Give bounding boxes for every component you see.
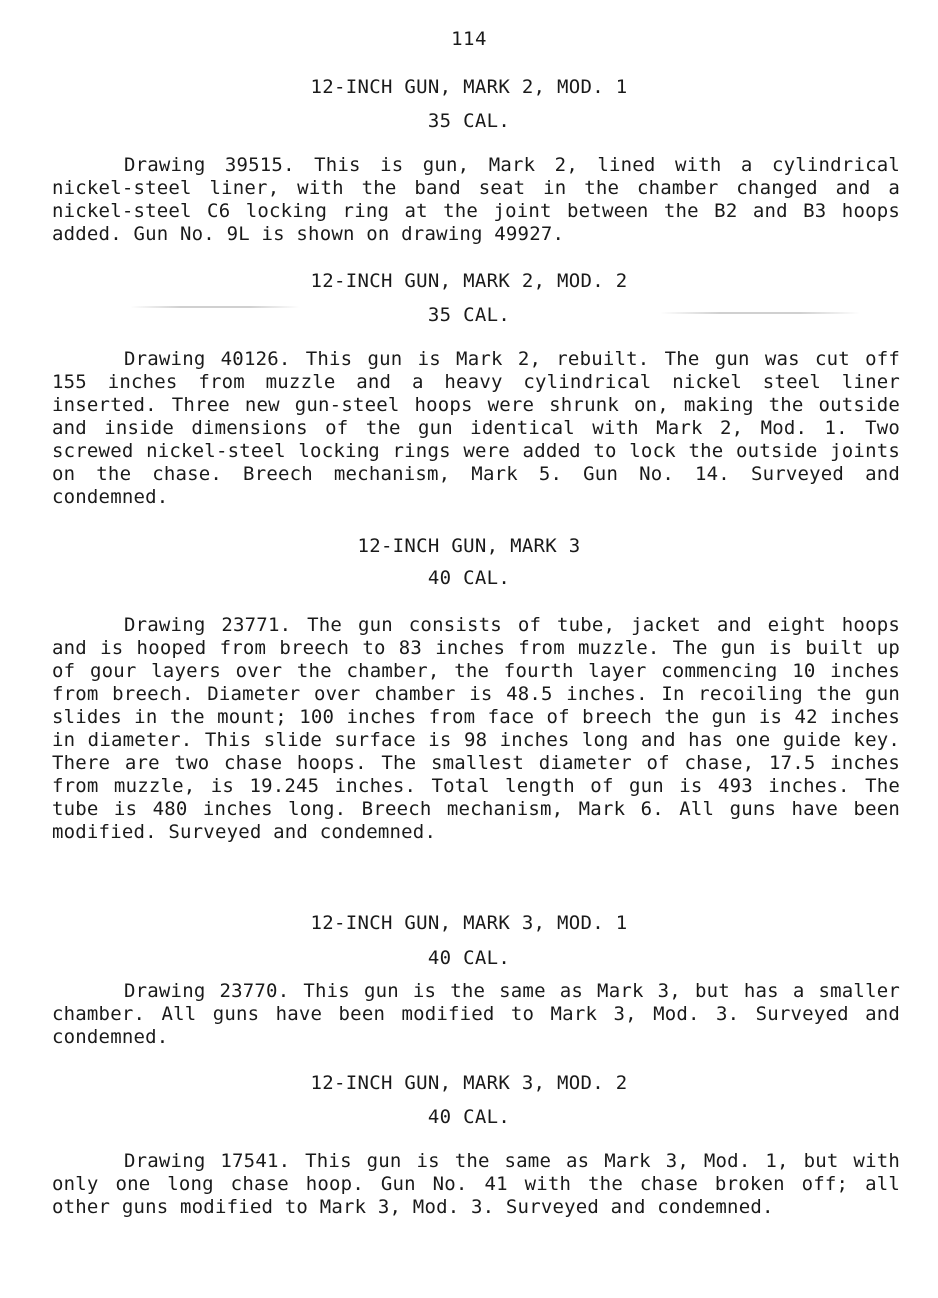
section-paragraph: Drawing 40126. This gun is Mark 2, rebuilt. The gun was cut off 155 inches from muzzle and a heavy cylindrical nickel steel liner inserted. Three new gun-steel hoops were shrunk on, making the outside and inside dimensions of the gun identical with Mark 2, Mod. 1. Two screwed nickel-steel locking rings were added to lock the outside joints on the chase. Breech mechanism, Mark 5. Gun No. 14. Surveyed and condemned. <box>52 348 900 508</box>
section-title: 12-INCH GUN, MARK 3, MOD. 2 <box>310 1072 628 1094</box>
section-paragraph: Drawing 23770. This gun is the same as Mark 3, but has a smaller chamber. All guns have been modified to Mark 3, Mod. 3. Surveyed and condemned. <box>52 980 900 1048</box>
section-caliber: 35 CAL. <box>427 110 511 132</box>
section-caliber: 40 CAL. <box>427 1106 511 1128</box>
section-caliber: 40 CAL. <box>427 947 511 969</box>
section-title: 12-INCH GUN, MARK 2, MOD. 2 <box>310 270 628 292</box>
section-title: 12-INCH GUN, MARK 3 <box>357 535 581 557</box>
page-number: 114 <box>451 28 487 50</box>
section-title: 12-INCH GUN, MARK 2, MOD. 1 <box>310 76 628 98</box>
section-paragraph: Drawing 17541. This gun is the same as Mark 3, Mod. 1, but with only one long chase hoop. Gun No. 41 with the chase broken off; all other guns modified to Mark 3, Mod. 3. Surveyed and condemned. <box>52 1150 900 1218</box>
section-title: 12-INCH GUN, MARK 3, MOD. 1 <box>310 912 628 934</box>
section-paragraph: Drawing 23771. The gun consists of tube, jacket and eight hoops and is hooped from breech to 83 inches from muzzle. The gun is built up of gour layers over the chamber, the fourth layer commencing 10 inches from breech. Diameter over chamber is 48.5 inches. In recoiling the gun slides in the mount; 100 inches from face of breech the gun is 42 inches in diameter. This slide surface is 98 inches long and has one guide key. There are two chase hoops. The smallest diameter of chase, 17.5 inches from muzzle, is 19.245 inches. Total length of gun is 493 inches. The tube is 480 inches long. Breech mechanism, Mark 6. All guns have been modified. Surveyed and condemned. <box>52 614 900 843</box>
section-caliber: 40 CAL. <box>427 567 511 589</box>
section-caliber: 35 CAL. <box>427 304 511 326</box>
section-paragraph: Drawing 39515. This is gun, Mark 2, lined with a cylindrical nickel-steel liner, with the band seat in the chamber changed and a nickel-steel C6 locking ring at the joint between the B2 and B3 hoops added. Gun No. 9L is shown on drawing 49927. <box>52 154 900 245</box>
